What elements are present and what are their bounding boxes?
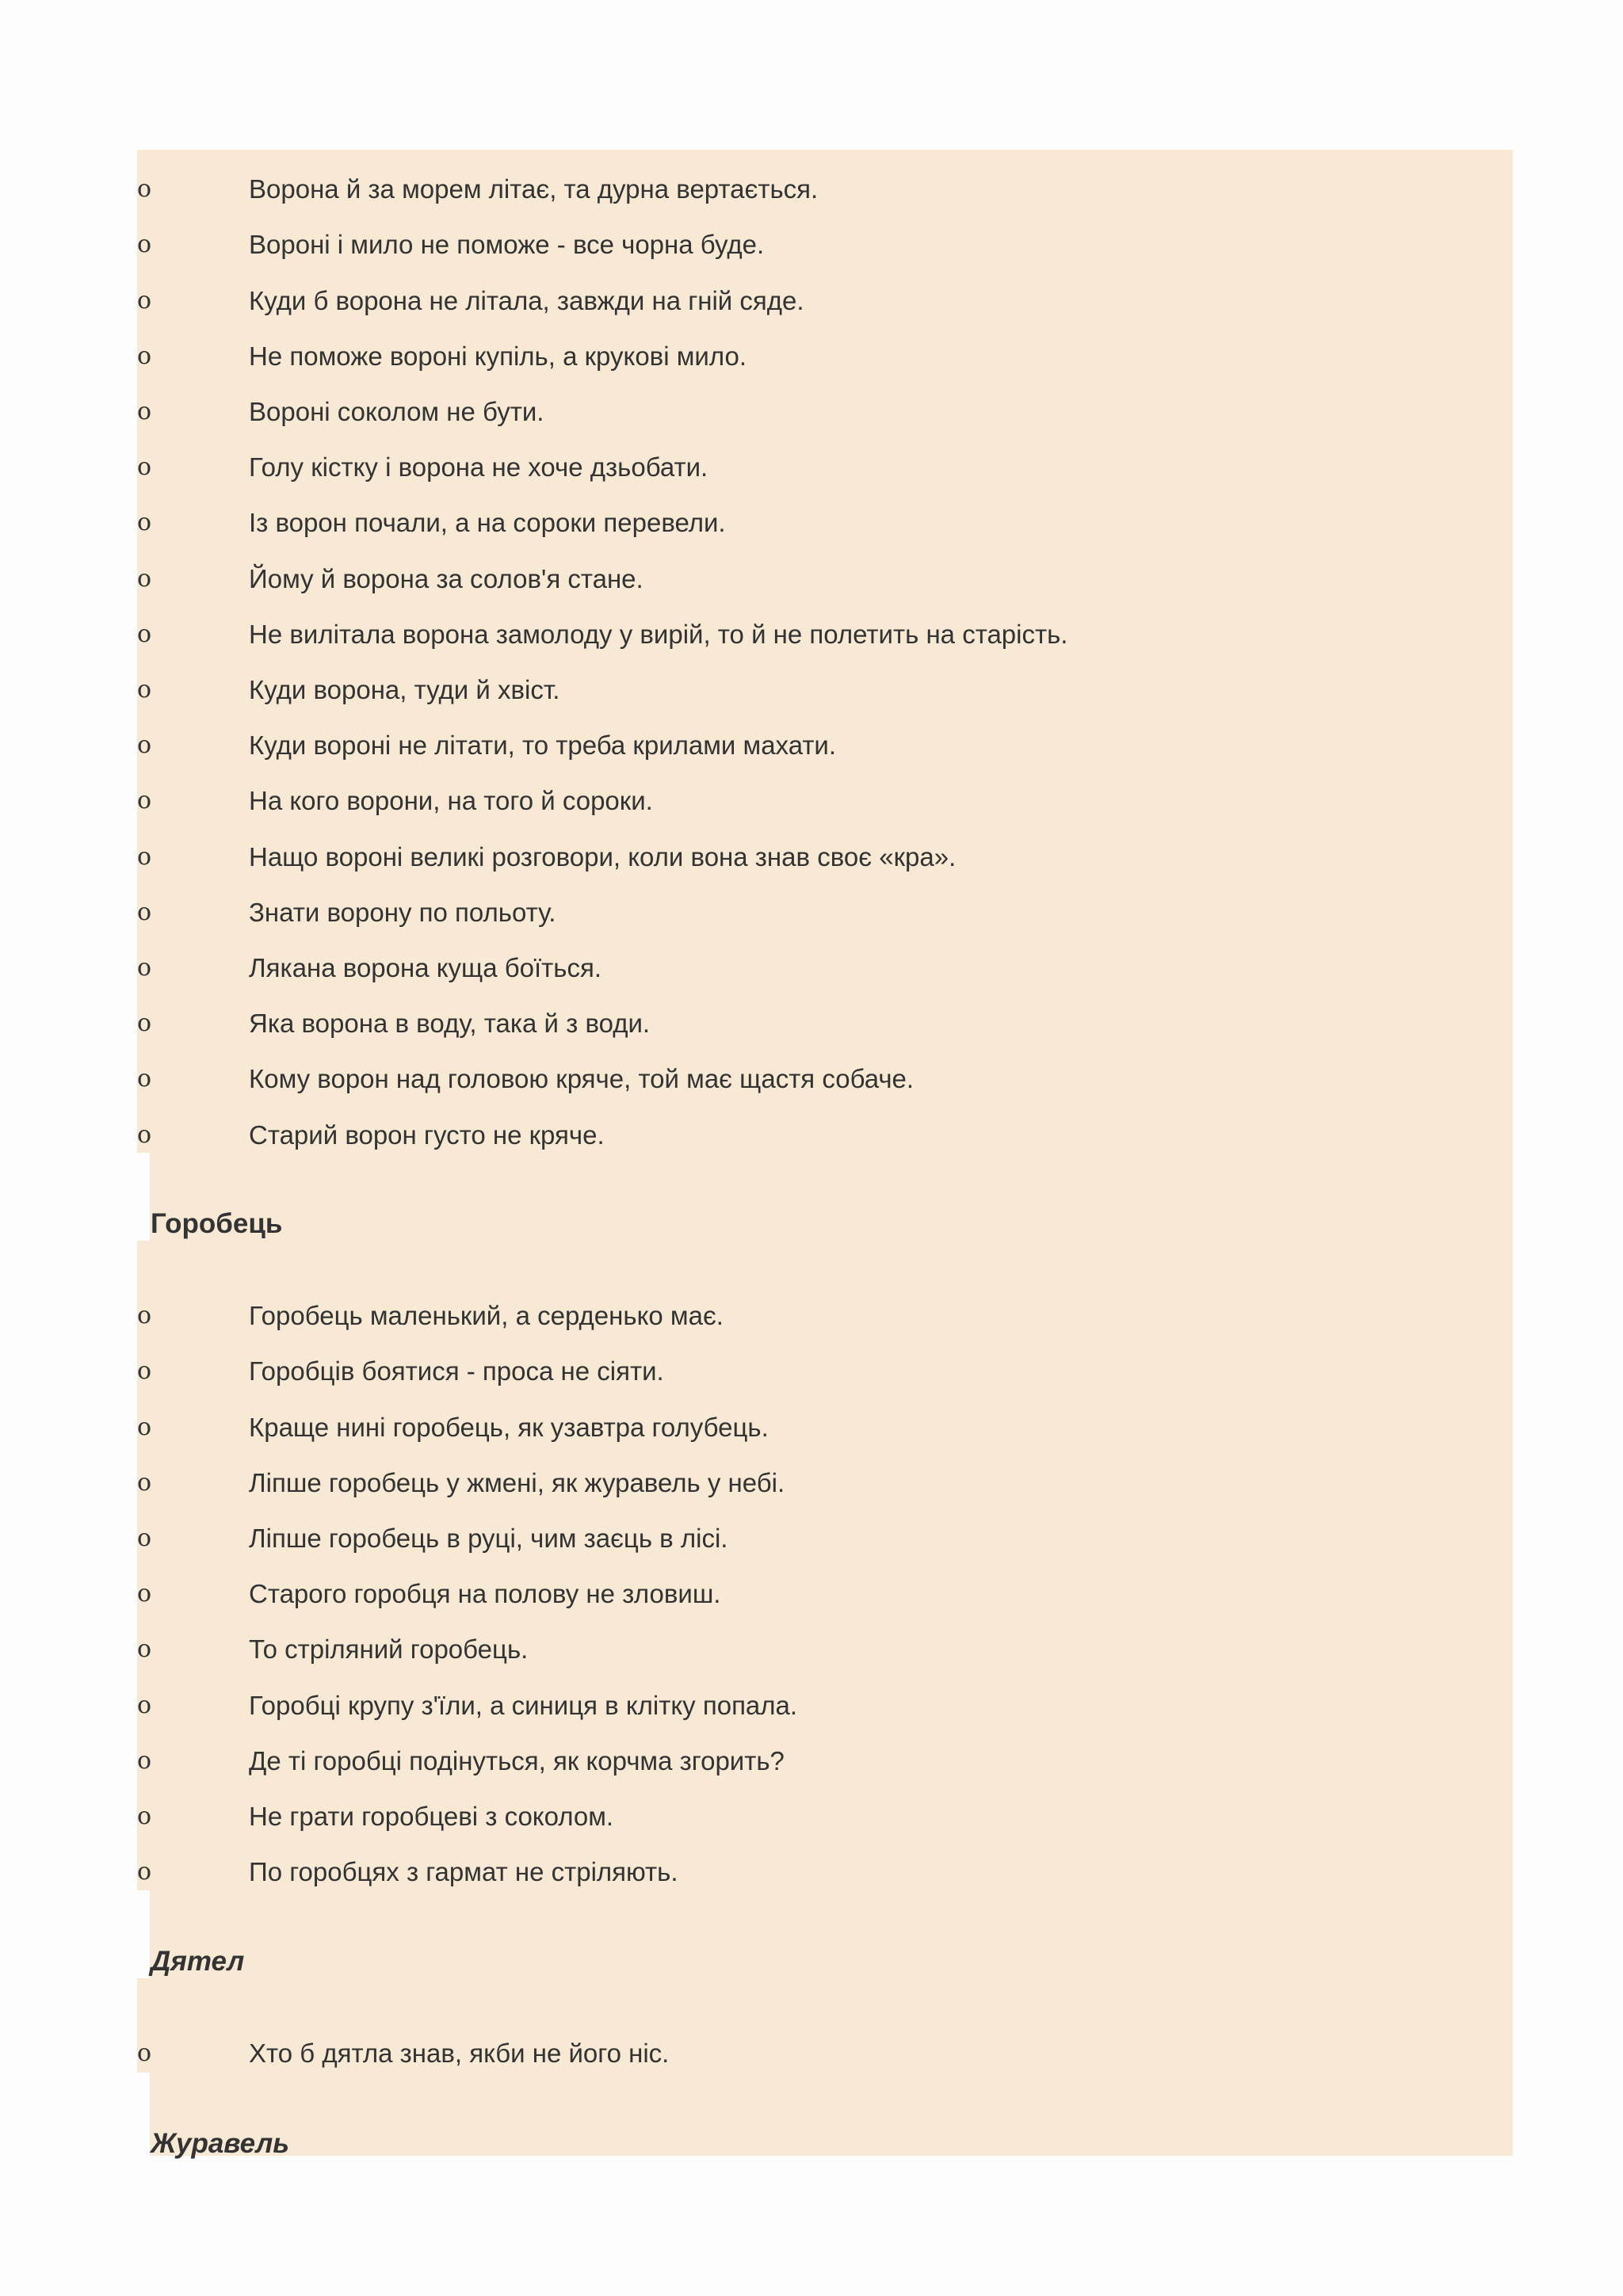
proverb-text: Яка ворона в воду, така й з води. [249, 1009, 651, 1038]
proverb-text: Кому ворон над головою кряче, той має щастя собаче. [249, 1064, 915, 1093]
bullet-marker: o [137, 843, 152, 871]
list-item [0, 1511, 1623, 1566]
bullet-marker: o [137, 1469, 152, 1497]
list-item [0, 830, 1623, 885]
section-heading-crane: Журавель [151, 2128, 290, 2159]
bullet-marker: o [137, 1302, 152, 1329]
bullet-marker: o [137, 342, 152, 370]
bullet-marker: o [137, 287, 152, 315]
list-item [0, 1400, 1623, 1455]
proverb-text: Лякана ворона куща боїться. [249, 953, 602, 982]
proverb-text: Голу кістку і ворона не хоче дзьобати. [249, 452, 708, 482]
bullet-marker: o [137, 1413, 152, 1441]
list-item [0, 1455, 1623, 1511]
proverb-text: Не вилітала ворона замолоду у вирій, то й не полетить на старість. [249, 620, 1068, 649]
list-item [0, 1622, 1623, 1677]
proverb-text: Ліпше горобець в руці, чим заєць в лісі. [249, 1524, 728, 1553]
bullet-marker: o [137, 954, 152, 982]
list-item [0, 2026, 1623, 2081]
list-item [0, 1678, 1623, 1733]
bullet-marker: o [137, 1009, 152, 1037]
bullet-marker: o [137, 509, 152, 536]
proverb-text: Ворона й за морем літає, та дурна вертається. [249, 174, 819, 204]
list-item [0, 773, 1623, 829]
bullet-marker: o [137, 1635, 152, 1663]
list-item [0, 273, 1623, 329]
list-item [0, 329, 1623, 384]
bullet-marker: o [137, 731, 152, 759]
proverb-text: Не поможе вороні купіль, а крукові мило. [249, 341, 747, 371]
bullet-marker: o [137, 1691, 152, 1719]
bullet-marker: o [137, 2039, 152, 2067]
bullet-marker: o [137, 1524, 152, 1552]
section-heading-woodpecker: Дятел [151, 1946, 245, 1977]
list-item [0, 662, 1623, 718]
heading-gap [137, 1890, 150, 1978]
proverb-text: Вороні і мило не поможе - все чорна буде. [249, 230, 765, 259]
bullet-marker: o [137, 1121, 152, 1149]
list-item [0, 996, 1623, 1051]
list-item [0, 607, 1623, 662]
proverb-text: Старий ворон густо не кряче. [249, 1120, 605, 1150]
list-item [0, 940, 1623, 996]
heading-gap [137, 1153, 150, 1241]
list-item [0, 495, 1623, 551]
proverb-text: То стріляний горобець. [249, 1634, 529, 1664]
bullet-marker: o [137, 620, 152, 648]
list-item [0, 1288, 1623, 1344]
proverb-text: Куди вороні не літати, то треба крилами махати. [249, 730, 837, 760]
proverb-text: Знати ворону по польоту. [249, 898, 556, 927]
proverb-text: На кого ворони, на того й сороки. [249, 786, 653, 815]
proverb-text: Хто б дятла знав, якби не його ніс. [249, 2039, 670, 2068]
bullet-marker: o [137, 398, 152, 425]
bullet-marker: o [137, 565, 152, 593]
bullet-marker: o [137, 231, 152, 258]
list-item [0, 384, 1623, 440]
bullet-marker: o [137, 1357, 152, 1385]
proverb-text: Де ті горобці подінуться, як корчма згорить? [249, 1746, 785, 1775]
bullet-marker: o [137, 1580, 152, 1608]
proverb-text: Горобець маленький, а серденько має. [249, 1301, 724, 1330]
list-item [0, 1108, 1623, 1163]
bullet-marker: o [137, 787, 152, 814]
list-item [0, 162, 1623, 217]
bullet-marker: o [137, 1065, 152, 1093]
bullet-marker: o [137, 1802, 152, 1830]
list-item [0, 440, 1623, 495]
bullet-marker: o [137, 898, 152, 926]
list-item [0, 217, 1623, 273]
list-item [0, 1789, 1623, 1844]
proverb-text: Старого горобця на полову не зловиш. [249, 1579, 721, 1608]
list-item [0, 1733, 1623, 1789]
bullet-marker: o [137, 1747, 152, 1775]
proverb-text: Нащо вороні великі розговори, коли вона знав своє «кра». [249, 842, 957, 871]
proverb-text: Йому й ворона за солов'я стане. [249, 564, 643, 593]
proverb-text: Ліпше горобець у жмені, як журавель у небі. [249, 1468, 785, 1497]
list-item [0, 718, 1623, 773]
proverb-text: Вороні соколом не бути. [249, 397, 544, 426]
proverb-text: Із ворон почали, а на сороки перевели. [249, 508, 726, 537]
heading-gap [137, 2073, 150, 2161]
bullet-marker: o [137, 676, 152, 704]
list-item [0, 551, 1623, 607]
list-item [0, 1844, 1623, 1900]
list-item [0, 1051, 1623, 1107]
bullet-marker: o [137, 453, 152, 481]
bullet-marker: o [137, 1858, 152, 1886]
section-heading-sparrow: Горобець [151, 1208, 283, 1239]
list-item [0, 1566, 1623, 1622]
proverb-text: По горобцях з гармат не стріляють. [249, 1857, 678, 1886]
list-item [0, 1344, 1623, 1399]
proverb-text: Горобців боятися - проса не сіяти. [249, 1356, 664, 1386]
proverb-text: Куди б ворона не літала, завжди на гній сяде. [249, 286, 804, 315]
bullet-marker: o [137, 175, 152, 203]
proverb-text: Горобці крупу з'їли, а синиця в клітку попала. [249, 1691, 798, 1720]
proverb-text: Краще нині горобець, як узавтра голубець. [249, 1413, 769, 1442]
proverb-text: Куди ворона, туди й хвіст. [249, 675, 560, 704]
proverb-text: Не грати горобцеві з соколом. [249, 1802, 614, 1831]
list-item [0, 885, 1623, 940]
